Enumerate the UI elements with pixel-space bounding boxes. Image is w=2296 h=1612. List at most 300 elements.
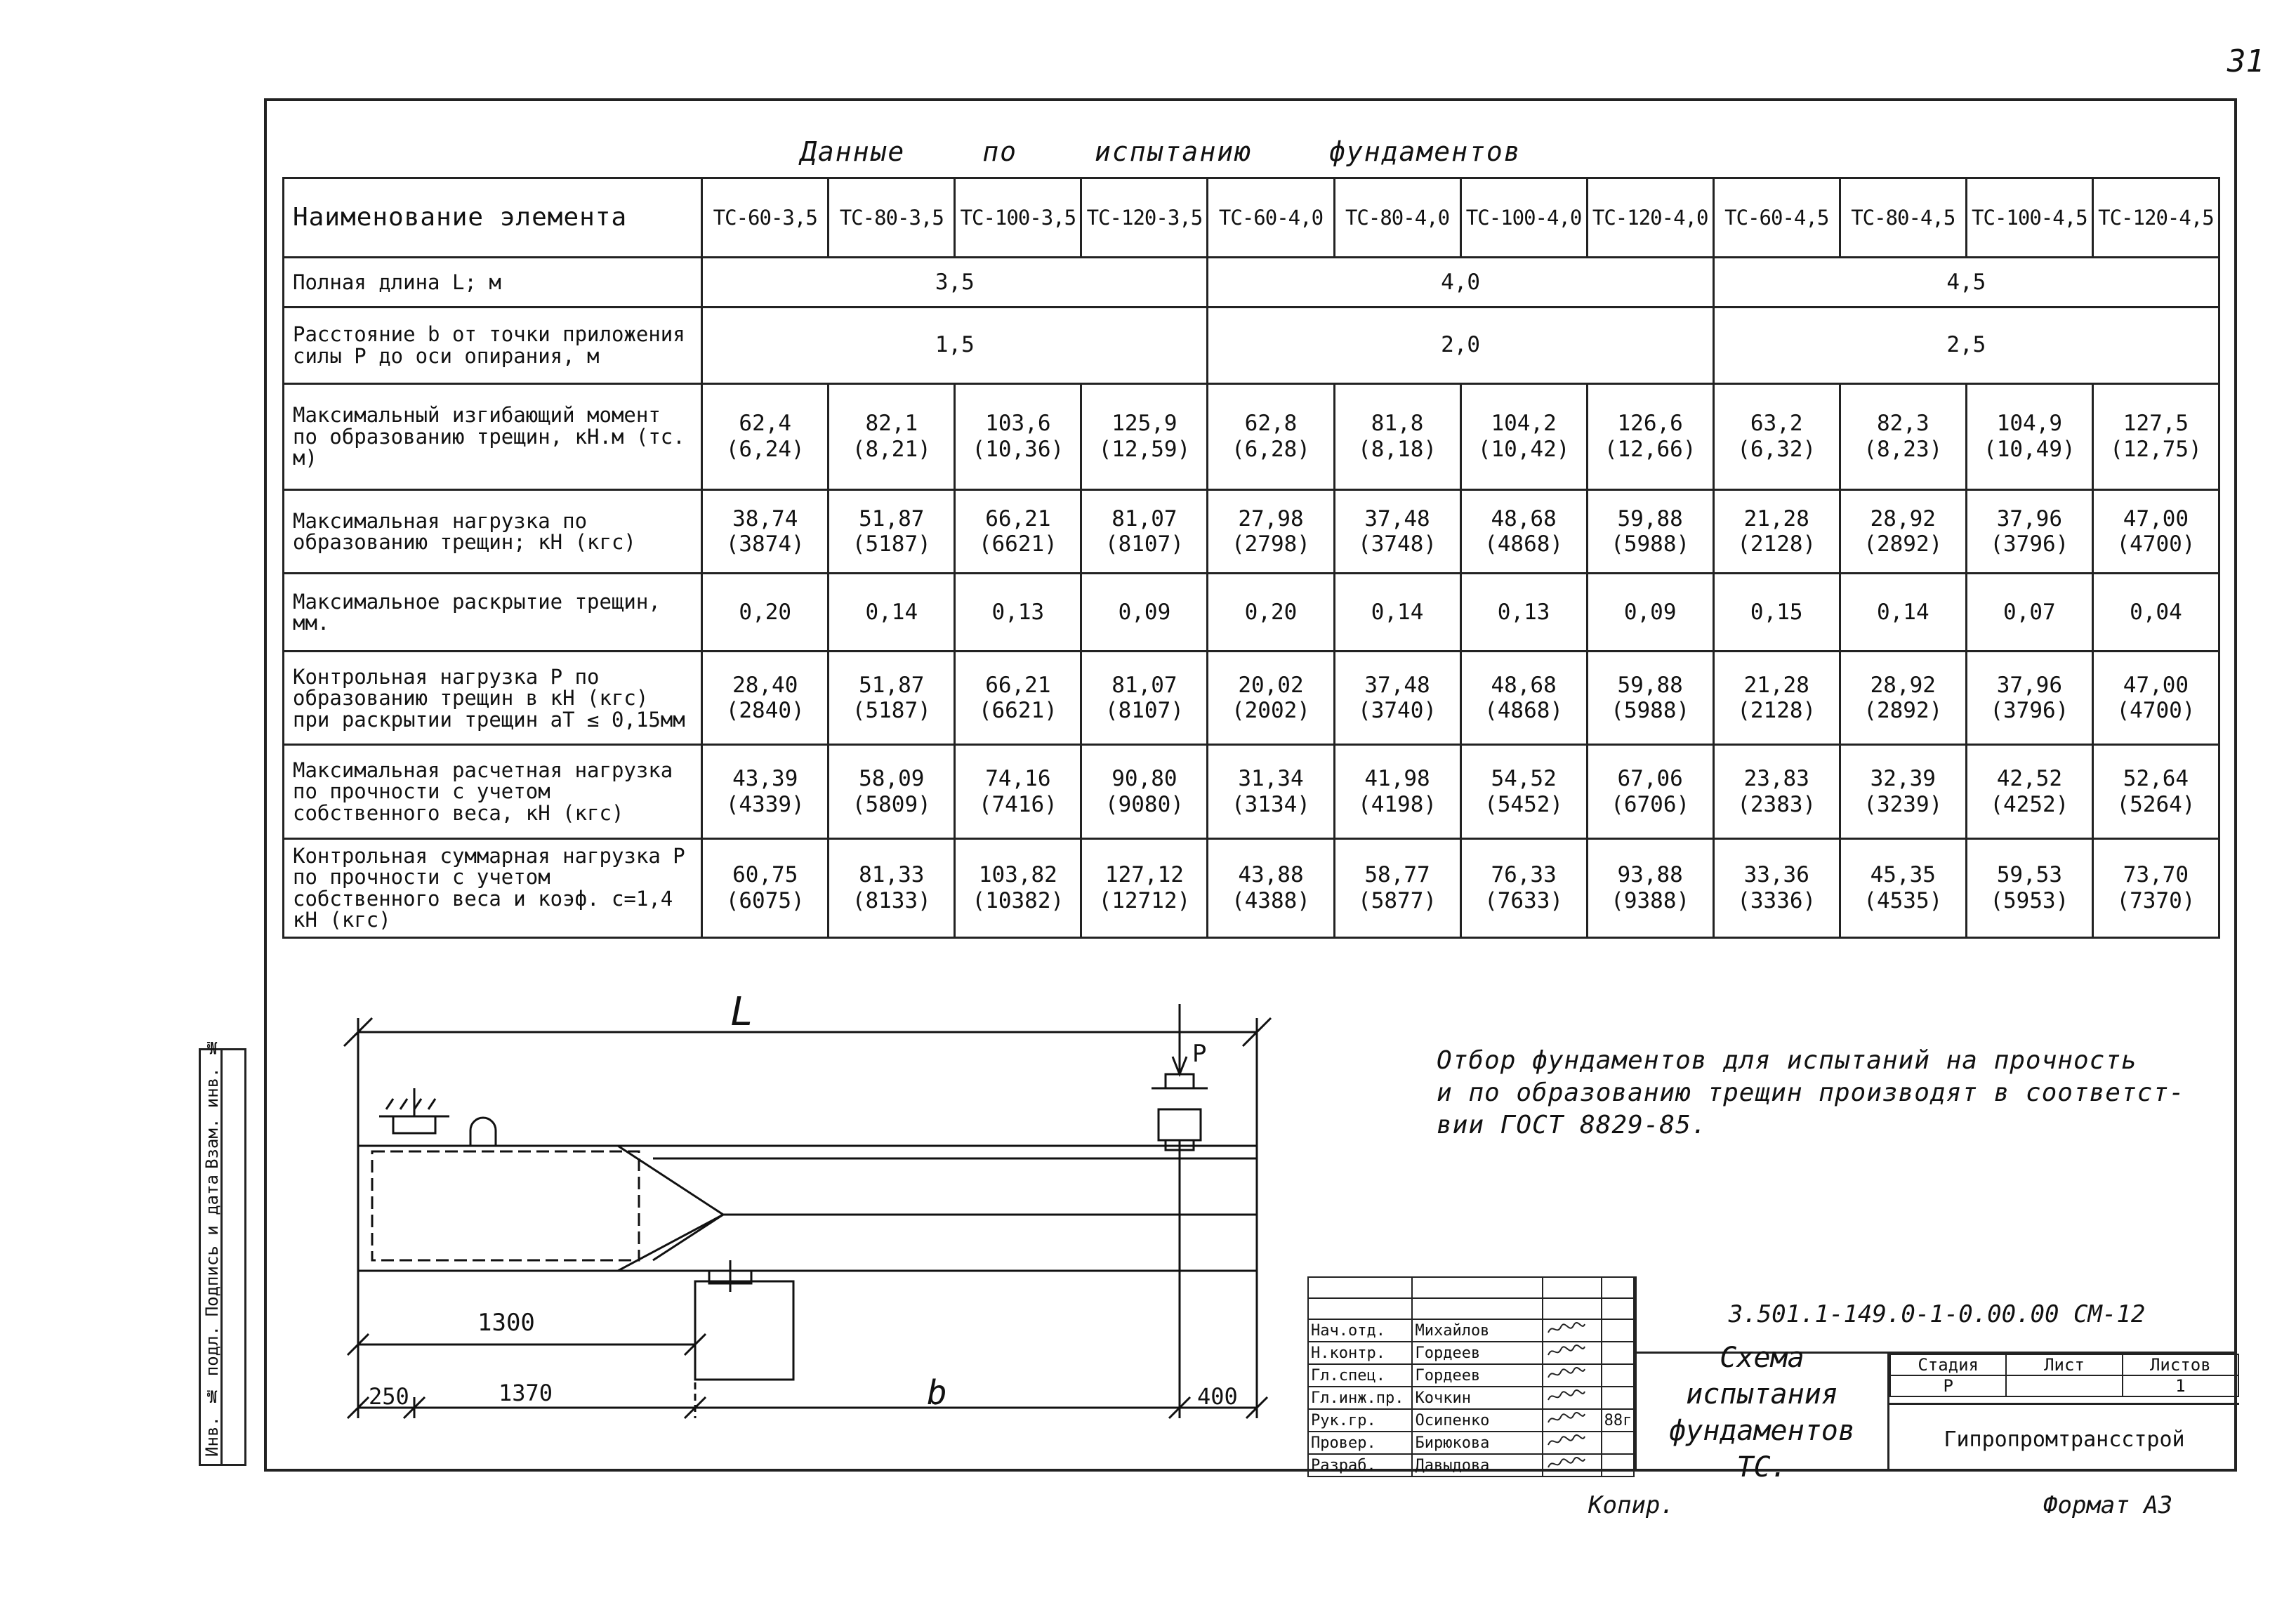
column-header: ТС-100-3,5 [955, 178, 1081, 258]
cell-value: 21,28 [1743, 672, 1809, 698]
lifting-loop [470, 1118, 496, 1146]
stage-header: Листов [2123, 1354, 2238, 1375]
page-number: 31 [2227, 44, 2264, 79]
cell-value: 51,87 [859, 672, 925, 698]
cell-value: 41,98 [1364, 765, 1430, 791]
table-cell [1460, 652, 1587, 745]
cell-value: 58,77 [1364, 862, 1430, 888]
table-cell [829, 838, 955, 937]
table-cell [702, 490, 829, 574]
cell-value: 76,33 [1491, 862, 1557, 888]
cell-value: 0,20 [739, 599, 792, 625]
cell-value: 59,88 [1617, 506, 1683, 531]
cell-value-alt: (6621) [978, 698, 1057, 724]
column-header: ТС-60-4,5 [1713, 178, 1840, 258]
cell-value: 27,98 [1238, 506, 1304, 531]
cell-value: 51,87 [859, 506, 925, 531]
side-stamp-column [199, 1038, 223, 1466]
copy-label: Копир. [1588, 1491, 1675, 1519]
table-cell [1966, 383, 2092, 489]
cell-value: 23,83 [1743, 765, 1809, 791]
header-row [284, 178, 2219, 258]
table-cell [1713, 838, 1840, 937]
cell-value: 37,96 [1996, 506, 2063, 531]
table-cell [955, 652, 1081, 745]
format-label: Формат А3 [2043, 1491, 2173, 1519]
cell-value: 28,40 [732, 672, 798, 698]
table-cell [1334, 838, 1460, 937]
table-cell [1081, 574, 1208, 652]
cell-value-alt: (8107) [1104, 698, 1184, 724]
signature-row [1308, 1432, 1634, 1454]
cell-value-alt: (12,66) [1604, 436, 1696, 462]
merged-cell: 2,5 [1713, 307, 2219, 383]
table-cell [2092, 383, 2219, 489]
cell-value: 0,14 [865, 599, 918, 625]
table-cell [1587, 838, 1713, 937]
table-cell [1081, 490, 1208, 574]
cell-value-alt: (10,36) [972, 436, 1064, 462]
stage-value: Р [1890, 1375, 2006, 1396]
side-stamp-label: Инв. № подл. [202, 1326, 222, 1457]
cell-value-alt: (12712) [1098, 887, 1191, 913]
cell-value: 43,39 [732, 765, 798, 791]
cell-value-alt: (2840) [725, 698, 805, 724]
cell-value-alt: (2128) [1737, 698, 1816, 724]
cell-value-alt: (7416) [978, 791, 1057, 817]
cell-value: 0,14 [1371, 599, 1424, 625]
table-cell [1966, 490, 2092, 574]
table-row [284, 838, 2219, 937]
merged-cell: 1,5 [702, 307, 1208, 383]
cell-value: 93,88 [1617, 862, 1683, 888]
cell-value: 82,1 [865, 411, 918, 437]
table-row [284, 745, 2219, 838]
cell-value-alt: (6706) [1611, 791, 1690, 817]
cell-value-alt: (9080) [1104, 791, 1184, 817]
row-label: Максимальная расчетная нагрузка по прочности с учетом собственного веса, кН (кгс) [284, 745, 702, 838]
dim-1370: 1370 [499, 1380, 553, 1406]
document-code: 3.501.1-149.0-1-0.00.00 СМ-12 [1635, 1276, 2237, 1354]
cell-value: 104,9 [1996, 411, 2063, 437]
table-cell [1587, 652, 1713, 745]
table-cell [702, 383, 829, 489]
cell-value: 62,8 [1244, 411, 1298, 437]
signature-name: Давыдова [1412, 1454, 1543, 1476]
cell-value: 0,07 [2003, 599, 2056, 625]
cell-value: 103,6 [985, 411, 1051, 437]
table-cell [955, 490, 1081, 574]
cell-value: 81,07 [1111, 672, 1177, 698]
cell-value-alt: (4868) [1484, 698, 1564, 724]
signature-block [1307, 1276, 1635, 1472]
dim-400: 400 [1197, 1383, 1238, 1410]
cell-value-alt: (6,28) [1231, 436, 1310, 462]
handwritten-signature [1545, 1342, 1588, 1359]
cell-value: 47,00 [2123, 506, 2189, 531]
cell-value: 28,92 [1870, 672, 1936, 698]
title-block [1307, 1276, 2237, 1484]
stage-value [2006, 1375, 2122, 1396]
cell-value-alt: (3740) [1358, 698, 1437, 724]
table-cell [1081, 652, 1208, 745]
table-cell [1334, 652, 1460, 745]
table-cell [1460, 383, 1587, 489]
stage-header: Стадия [1890, 1354, 2006, 1375]
handwritten-signature [1545, 1320, 1588, 1337]
cell-value-alt: (6075) [725, 887, 805, 913]
label-b: b [927, 1373, 947, 1413]
table-cell [955, 838, 1081, 937]
column-header: ТС-100-4,0 [1460, 178, 1587, 258]
signature-row [1308, 1342, 1634, 1364]
table-cell [1208, 383, 1334, 489]
cell-value-alt: (5809) [852, 791, 931, 817]
table-cell [1208, 745, 1334, 838]
cell-value: 28,92 [1870, 506, 1936, 531]
row-label: Полная длина L; м [284, 258, 702, 308]
cell-value-alt: (4700) [2116, 531, 2196, 557]
cell-value-alt: (2798) [1231, 531, 1310, 557]
cell-value: 60,75 [732, 862, 798, 888]
table-cell [955, 574, 1081, 652]
cell-value-alt: (5953) [1990, 887, 2069, 913]
signature-name: Бирюкова [1412, 1432, 1543, 1454]
cell-value: 0,20 [1244, 599, 1298, 625]
cell-value-alt: (2892) [1863, 698, 1943, 724]
merged-cell: 4,0 [1208, 258, 1713, 308]
cell-value: 66,21 [985, 672, 1051, 698]
cell-value: 33,36 [1743, 862, 1809, 888]
cell-value-alt: (4388) [1231, 887, 1310, 913]
signature-row [1308, 1319, 1634, 1342]
row-label: Максимальный изгибающий момент по образованию трещин, кН.м (тс. м) [284, 383, 702, 489]
cell-value-alt: (5452) [1484, 791, 1564, 817]
table-cell [1587, 574, 1713, 652]
stage-header: Лист [2006, 1354, 2122, 1375]
signature-role: Рук.гр. [1308, 1409, 1412, 1432]
table-cell [1081, 383, 1208, 489]
cell-value-alt: (3796) [1990, 698, 2069, 724]
table-cell [1460, 574, 1587, 652]
cell-value: 47,00 [2123, 672, 2189, 698]
table-cell [1587, 745, 1713, 838]
cell-value: 103,82 [978, 862, 1057, 888]
cell-value: 59,88 [1617, 672, 1683, 698]
signature-role: Гл.спец. [1308, 1364, 1412, 1387]
test-data-table [282, 177, 2220, 939]
table-row [284, 652, 2219, 745]
cell-value: 59,53 [1996, 862, 2063, 888]
dim-1300: 1300 [477, 1309, 535, 1337]
table-cell [2092, 838, 2219, 937]
cell-value-alt: (5187) [852, 698, 931, 724]
signature-date [1602, 1342, 1634, 1364]
table-cell [1713, 383, 1840, 489]
cell-value-alt: (12,59) [1098, 436, 1191, 462]
table-cell [829, 490, 955, 574]
test-scheme-diagram [330, 983, 1327, 1460]
note-line: и по образованию трещин производят в соответст- [1437, 1078, 2185, 1108]
cell-value: 31,34 [1238, 765, 1304, 791]
cell-value-alt: (9388) [1611, 887, 1690, 913]
title-line: Схема испытания [1686, 1342, 1838, 1410]
column-header: ТС-80-3,5 [829, 178, 955, 258]
signature-row [1308, 1387, 1634, 1409]
table-cell [1334, 383, 1460, 489]
signature-name: Гордеев [1412, 1342, 1543, 1364]
signature-mark [1543, 1364, 1602, 1387]
cell-value: 126,6 [1617, 411, 1683, 437]
merged-cell: 2,0 [1208, 307, 1713, 383]
cell-value: 37,48 [1364, 672, 1430, 698]
signature-mark [1543, 1454, 1602, 1476]
signature-date [1602, 1454, 1634, 1476]
row-label: Максимальное раскрытие трещин, мм. [284, 574, 702, 652]
cell-value-alt: (8,21) [852, 436, 931, 462]
signature-date [1602, 1319, 1634, 1342]
cell-value-alt: (5264) [2116, 791, 2196, 817]
cell-value: 104,2 [1491, 411, 1557, 437]
cell-value-alt: (3874) [725, 531, 805, 557]
cell-value: 52,64 [2123, 765, 2189, 791]
signature-name: Михайлов [1412, 1319, 1543, 1342]
signature-name: Гордеев [1412, 1364, 1543, 1387]
organization-name: Гипропромтрансстрой [1889, 1403, 2239, 1474]
table-row [284, 490, 2219, 574]
cell-value: 0,09 [1623, 599, 1677, 625]
cell-value-alt: (4339) [725, 791, 805, 817]
stage-value: 1 [2123, 1375, 2238, 1396]
table-cell [2092, 574, 2219, 652]
table-cell [1334, 745, 1460, 838]
cell-value: 62,4 [739, 411, 792, 437]
cell-value-alt: (6,24) [725, 436, 805, 462]
signature-role: Разраб. [1308, 1454, 1412, 1476]
cell-value-alt: (5877) [1358, 887, 1437, 913]
column-header: ТС-60-3,5 [702, 178, 829, 258]
column-header: ТС-60-4,0 [1208, 178, 1334, 258]
note-line: Отбор фундаментов для испытаний на прочность [1437, 1046, 2137, 1075]
signature-date [1602, 1364, 1634, 1387]
table-cell [2092, 745, 2219, 838]
signature-role: Провер. [1308, 1432, 1412, 1454]
side-stamp-label: Взам. инв. № [202, 1038, 222, 1169]
column-header: ТС-80-4,5 [1840, 178, 1966, 258]
label-P: P [1192, 1040, 1207, 1068]
row-label: Расстояние b от точки приложения силы P до оси опирания, м [284, 307, 702, 383]
cell-value-alt: (6621) [978, 531, 1057, 557]
table-cell [1713, 574, 1840, 652]
cell-value: 37,96 [1996, 672, 2063, 698]
handwritten-signature [1545, 1455, 1588, 1472]
signature-date [1602, 1432, 1634, 1454]
cell-value-alt: (3134) [1231, 791, 1310, 817]
handwritten-signature [1545, 1410, 1588, 1427]
cell-value-alt: (7370) [2116, 887, 2196, 913]
table-row [284, 574, 2219, 652]
column-header: ТС-120-4,0 [1587, 178, 1713, 258]
table-cell [702, 574, 829, 652]
cell-value: 90,80 [1111, 765, 1177, 791]
stage-box [1887, 1354, 2237, 1472]
cell-value-alt: (4535) [1863, 887, 1943, 913]
column-header: ТС-100-4,5 [1966, 178, 2092, 258]
cell-value-alt: (7633) [1484, 887, 1564, 913]
signature-row [1308, 1364, 1634, 1387]
heading-word: Данные [800, 136, 906, 167]
table-cell [1840, 574, 1966, 652]
column-header: ТС-120-3,5 [1081, 178, 1208, 258]
table-row [284, 307, 2219, 383]
heading-word: испытанию [1095, 136, 1252, 167]
cell-value: 81,8 [1371, 411, 1424, 437]
column-header: ТС-80-4,0 [1334, 178, 1460, 258]
table-cell [1713, 652, 1840, 745]
table-cell [955, 745, 1081, 838]
cell-value-alt: (5988) [1611, 531, 1690, 557]
left-support [393, 1116, 435, 1133]
heading-word: по [982, 136, 1018, 167]
signature-row [1308, 1454, 1634, 1476]
cell-value: 66,21 [985, 506, 1051, 531]
table-cell [1460, 745, 1587, 838]
handwritten-signature [1545, 1387, 1588, 1404]
side-stamp-column-2 [223, 1048, 246, 1466]
signature-name: Осипенко [1412, 1409, 1543, 1432]
table-cell [829, 383, 955, 489]
dim-250: 250 [369, 1383, 409, 1410]
table-cell [1840, 745, 1966, 838]
cell-value: 127,5 [2123, 411, 2189, 437]
table-cell [1840, 383, 1966, 489]
table-cell [1840, 838, 1966, 937]
title-line: фундаментов ТС. [1669, 1415, 1855, 1484]
signature-date [1602, 1387, 1634, 1409]
cell-value-alt: (10,42) [1477, 436, 1570, 462]
cell-value-alt: (3796) [1990, 531, 2069, 557]
support-block [695, 1281, 793, 1380]
table-cell [1081, 838, 1208, 937]
cell-value-alt: (3748) [1358, 531, 1437, 557]
signature-mark [1543, 1409, 1602, 1432]
signature-role: Гл.инж.пр. [1308, 1387, 1412, 1409]
side-stamp-label: Подпись и дата [202, 1174, 222, 1316]
cell-value: 48,68 [1491, 672, 1557, 698]
label-L: L [730, 989, 754, 1035]
signature-mark [1543, 1432, 1602, 1454]
table-cell [702, 745, 829, 838]
signature-role: Нач.отд. [1308, 1319, 1412, 1342]
cell-value: 0,14 [1876, 599, 1929, 625]
table-cell [1713, 490, 1840, 574]
table-cell [1081, 745, 1208, 838]
cell-value: 58,09 [859, 765, 925, 791]
table-cell [829, 652, 955, 745]
cell-value: 0,13 [1497, 599, 1550, 625]
cell-value-alt: (8,23) [1863, 436, 1943, 462]
cell-value-alt: (10382) [972, 887, 1064, 913]
table-cell [1966, 838, 2092, 937]
signature-date: 88г [1602, 1409, 1634, 1432]
cell-value: 32,39 [1870, 765, 1936, 791]
cell-value: 38,74 [732, 506, 798, 531]
cell-value: 0,04 [2130, 599, 2182, 625]
cell-value: 43,88 [1238, 862, 1304, 888]
cell-value-alt: (12,75) [2110, 436, 2202, 462]
row-label: Максимальная нагрузка по образованию трещин; кН (кгс) [284, 490, 702, 574]
cell-value-alt: (4868) [1484, 531, 1564, 557]
table-cell [702, 652, 829, 745]
table-cell [1587, 383, 1713, 489]
table-cell [1208, 490, 1334, 574]
table-cell [1713, 745, 1840, 838]
cell-value: 82,3 [1876, 411, 1929, 437]
table-row [284, 258, 2219, 308]
load-plate [1159, 1109, 1201, 1140]
cell-value: 125,9 [1111, 411, 1177, 437]
cell-value: 0,09 [1118, 599, 1171, 625]
cell-value: 74,16 [985, 765, 1051, 791]
cell-value: 67,06 [1617, 765, 1683, 791]
sheet-title [1635, 1342, 1887, 1484]
table-row [284, 383, 2219, 489]
heading-word: фундаментов [1328, 136, 1522, 167]
table-cell [1966, 574, 2092, 652]
cell-value: 48,68 [1491, 506, 1557, 531]
signature-row [1308, 1409, 1634, 1432]
cell-value-alt: (3239) [1863, 791, 1943, 817]
column-header: ТС-120-4,5 [2092, 178, 2219, 258]
cell-value-alt: (8133) [852, 887, 931, 913]
table-cell [829, 574, 955, 652]
cell-value-alt: (2128) [1737, 531, 1816, 557]
table-cell [1334, 490, 1460, 574]
cell-value: 21,28 [1743, 506, 1809, 531]
table-cell [1966, 652, 2092, 745]
table-cell [1840, 490, 1966, 574]
cell-value-alt: (8,18) [1358, 436, 1437, 462]
table-cell [1208, 574, 1334, 652]
cell-value-alt: (6,32) [1737, 436, 1816, 462]
table-cell [829, 745, 955, 838]
table-cell [1840, 652, 1966, 745]
cell-value-alt: (5988) [1611, 698, 1690, 724]
selection-note [1437, 1045, 2195, 1142]
table-cell [1587, 490, 1713, 574]
table-cell [702, 838, 829, 937]
cell-value: 0,15 [1750, 599, 1803, 625]
signature-mark [1543, 1342, 1602, 1364]
table-cell [1460, 838, 1587, 937]
cell-value-alt: (2002) [1231, 698, 1310, 724]
row-label: Контрольная суммарная нагрузка P по прочности с учетом собственного веса и коэф. c=1,4 кН (кгс) [284, 838, 702, 937]
label-header: Наименование элемента [284, 178, 702, 258]
cell-value-alt: (4700) [2116, 698, 2196, 724]
table-cell [2092, 490, 2219, 574]
note-line: вии ГОСТ 8829-85. [1437, 1111, 1708, 1140]
table-cell [2092, 652, 2219, 745]
table-cell [1208, 652, 1334, 745]
cell-value-alt: (2383) [1737, 791, 1816, 817]
cell-value: 45,35 [1870, 862, 1936, 888]
table-cell [1334, 574, 1460, 652]
cell-value-alt: (5187) [852, 531, 931, 557]
table-cell [1208, 838, 1334, 937]
cell-value-alt: (8107) [1104, 531, 1184, 557]
cell-value: 81,33 [859, 862, 925, 888]
signature-mark [1543, 1387, 1602, 1409]
